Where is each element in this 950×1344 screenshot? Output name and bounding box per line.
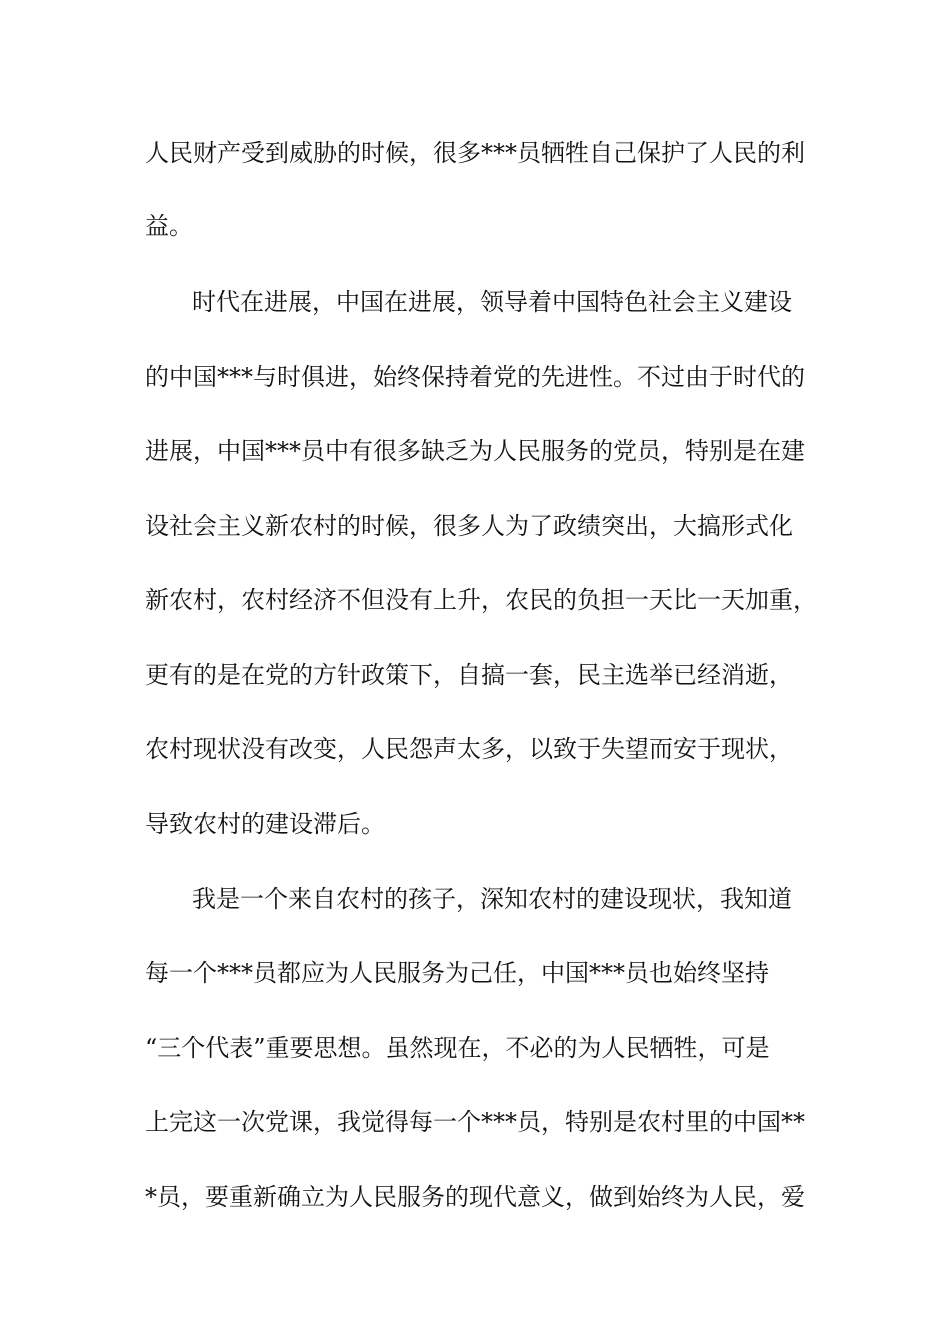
text-line-5: 进展，中国***员中有很多缺乏为人民服务的党员，特别是在建	[145, 437, 805, 465]
text-line-10: 导致农村的建设滞后。	[145, 810, 385, 838]
text-line-9: 农村现状没有改变，人民怨声太多，以致于失望而安于现状，	[145, 735, 793, 763]
text-line-15: *员，要重新确立为人民服务的现代意义，做到始终为人民，爱	[145, 1183, 805, 1211]
text-line-4: 的中国***与时俱进，始终保持着党的先进性。不过由于时代的	[145, 363, 805, 391]
text-line-2: 益。	[145, 212, 193, 240]
text-line-8: 更有的是在党的方针政策下，自搞一套，民主选举已经消逝，	[145, 661, 793, 689]
text-line-7: 新农村，农村经济不但没有上升，农民的负担一天比一天加重，	[145, 586, 817, 614]
text-line-11-paragraph-start: 我是一个来自农村的孩子，深知农村的建设现状，我知道	[192, 885, 792, 913]
text-line-1: 人民财产受到威胁的时候，很多***员牺牲自己保护了人民的利	[145, 139, 805, 167]
text-line-13: “三个代表”重要思想。虽然现在，不必的为人民牺牲，可是	[145, 1034, 770, 1062]
text-line-6: 设社会主义新农村的时候，很多人为了政绩突出，大搞形式化	[145, 512, 793, 540]
text-line-12: 每一个***员都应为人民服务为己任，中国***员也始终坚持	[145, 959, 769, 987]
text-line-14: 上完这一次党课，我觉得每一个***员，特别是农村里的中国**	[145, 1108, 805, 1136]
text-line-3-paragraph-start: 时代在进展，中国在进展，领导着中国特色社会主义建设	[192, 288, 792, 316]
